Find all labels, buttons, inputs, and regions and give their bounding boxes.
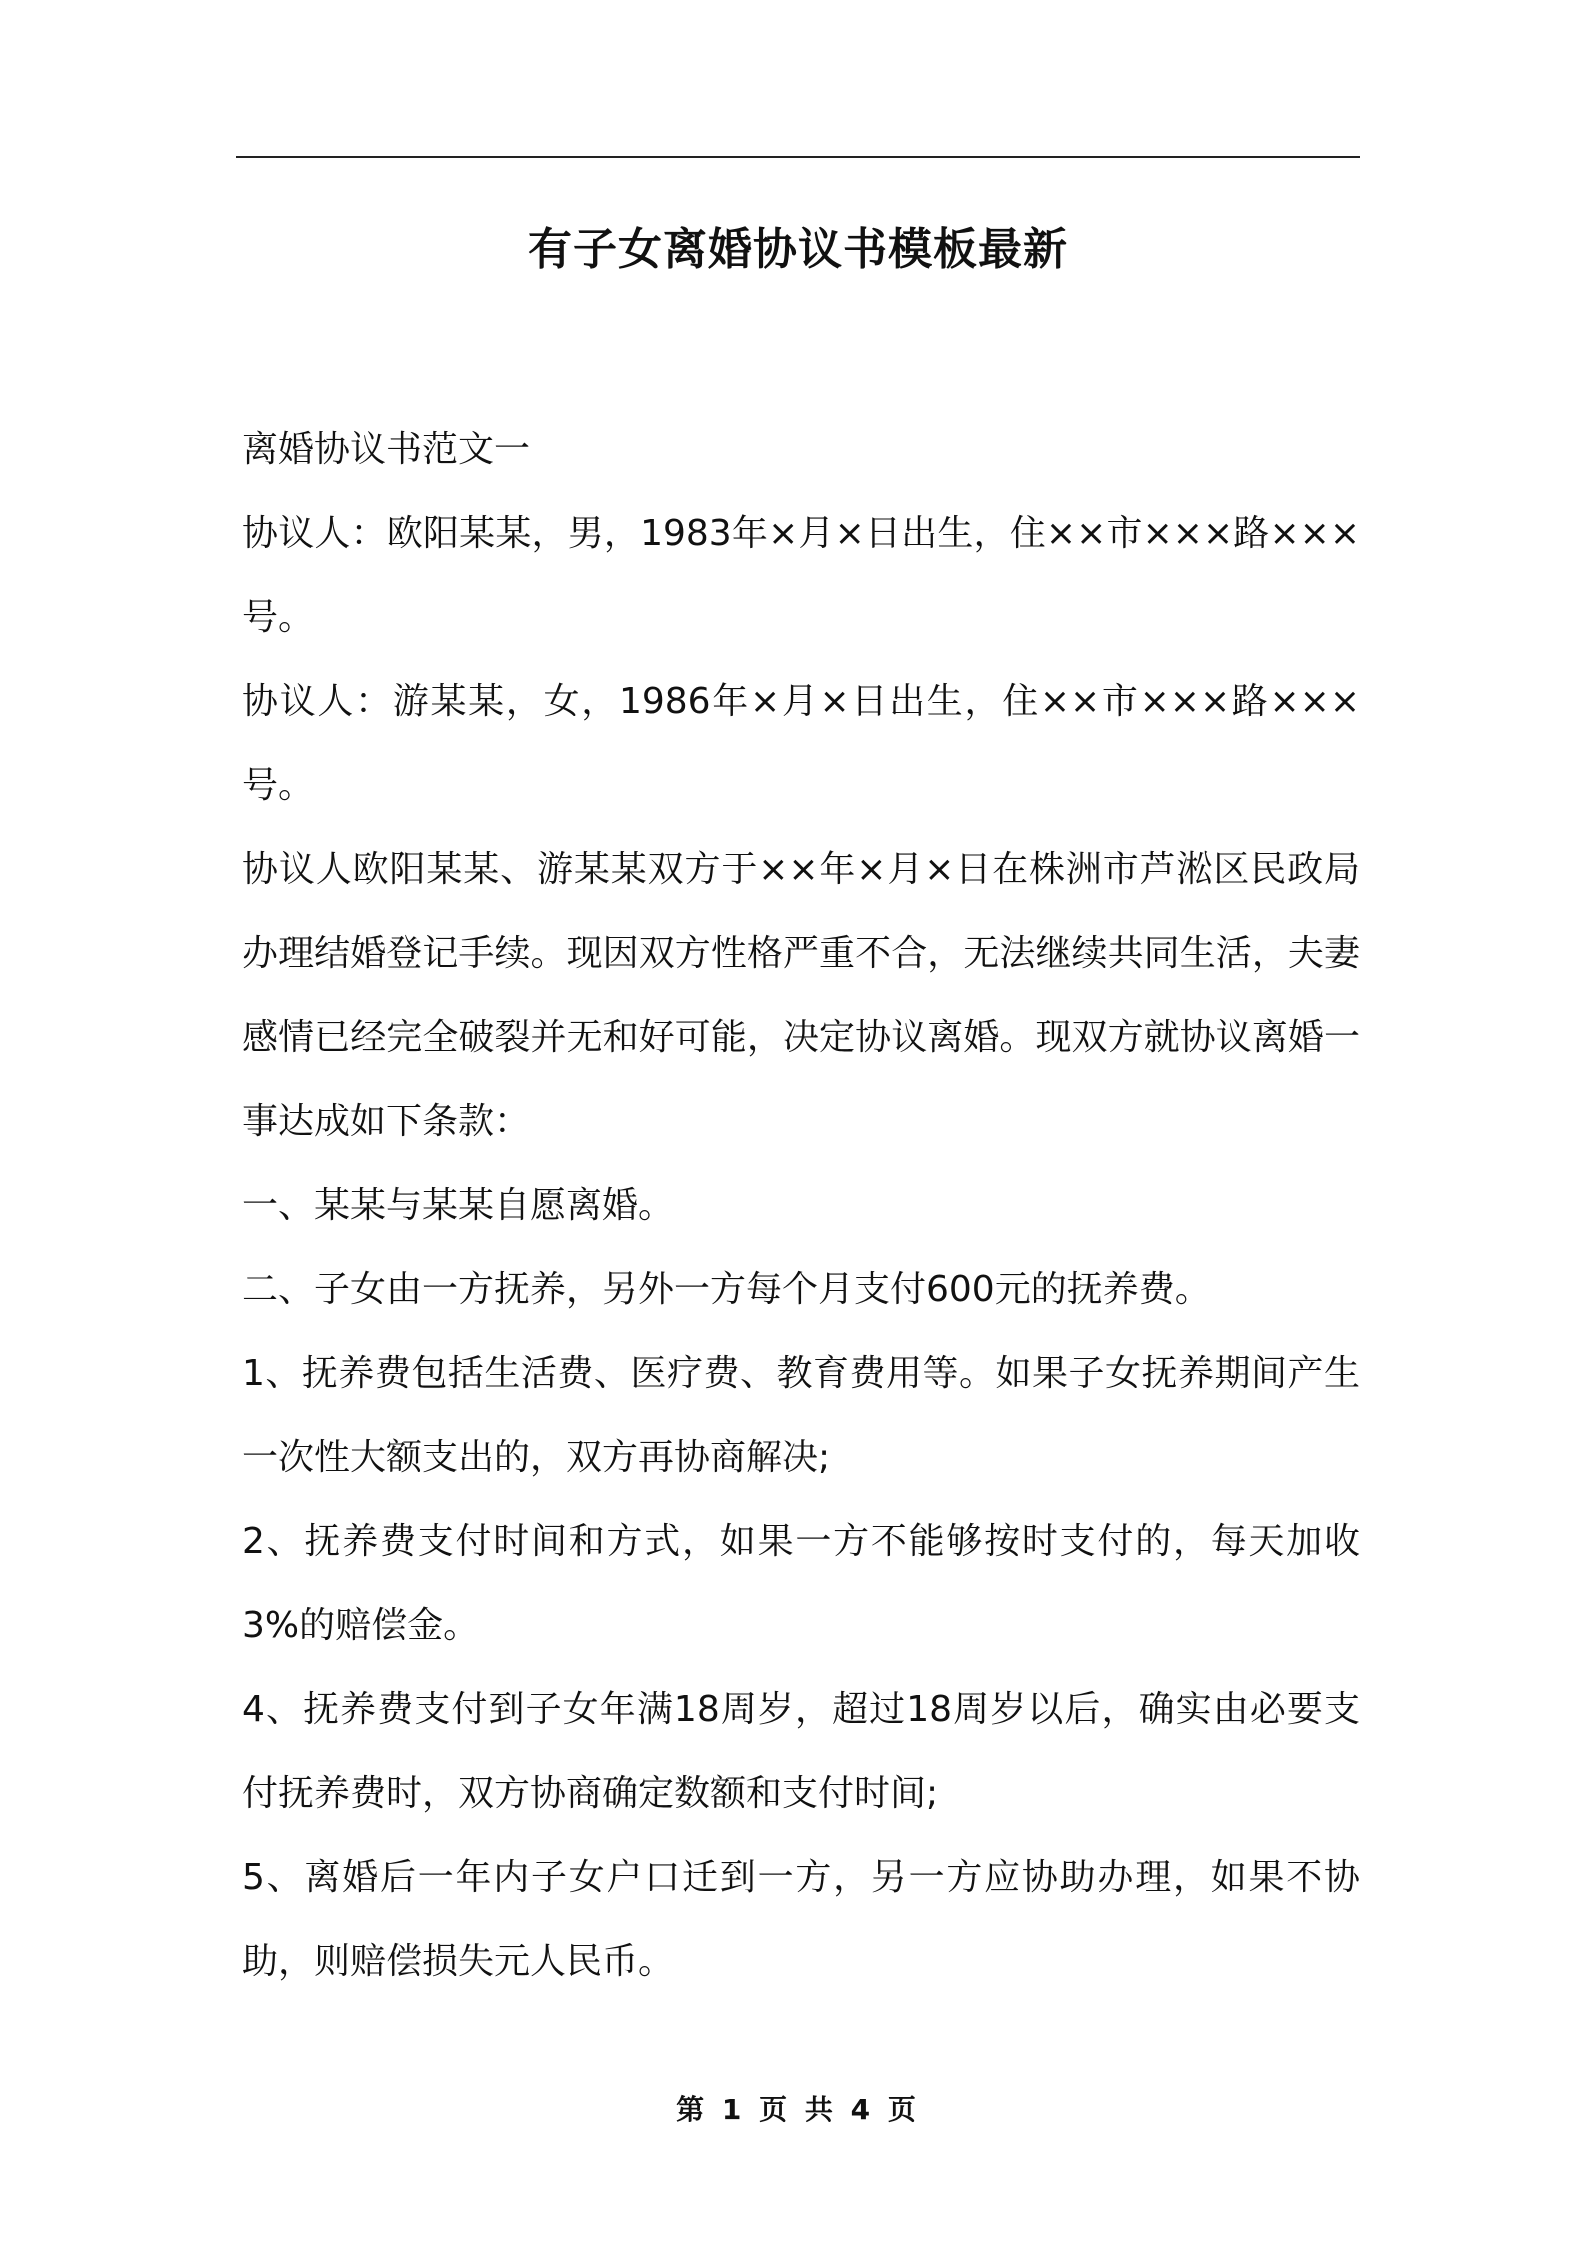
sub-clause-4: 4、抚养费支付到子女年满18周岁，超过18周岁以后，确实由必要支付抚养费时，双方协商确定数额和支付时间;	[242, 1689, 1360, 1814]
clause-one: 一、某某与某某自愿离婚。	[242, 1185, 675, 1226]
sub-clause-2: 2、抚养费支付时间和方式，如果一方不能够按时支付的，每天加收3%的赔偿金。	[242, 1521, 1360, 1646]
party-two-paragraph: 协议人：游某某，女，1986年×月×日出生，住××市×××路×××号。	[242, 681, 1360, 806]
clause-two: 二、子女由一方抚养，另外一方每个月支付600元的抚养费。	[242, 1269, 1211, 1310]
document-body	[242, 408, 1360, 2004]
header-rule	[236, 156, 1360, 158]
sub-clause-5: 5、离婚后一年内子女户口迁到一方，另一方应协助办理，如果不协助，则赔偿损失元人民币。	[242, 1857, 1360, 1982]
sub-clause-1: 1、抚养费包括生活费、医疗费、教育费用等。如果子女抚养期间产生一次性大额支出的，双方再协商解决;	[242, 1353, 1360, 1478]
page-number-footer: 第 1 页 共 4 页	[676, 2093, 920, 2126]
party-one-paragraph: 协议人：欧阳某某，男，1983年×月×日出生，住××市×××路×××号。	[242, 513, 1360, 638]
document-title: 有子女离婚协议书模板最新	[528, 224, 1068, 275]
preamble-paragraph: 协议人欧阳某某、游某某双方于××年×月×日在株洲市芦淞区民政局办理结婚登记手续。现因双方性格严重不合，无法继续共同生活，夫妻感情已经完全破裂并无和好可能，决定协议离婚。现双方就协议离婚一事达成如下条款：	[242, 849, 1360, 1142]
section-heading: 离婚协议书范文一	[242, 429, 531, 470]
